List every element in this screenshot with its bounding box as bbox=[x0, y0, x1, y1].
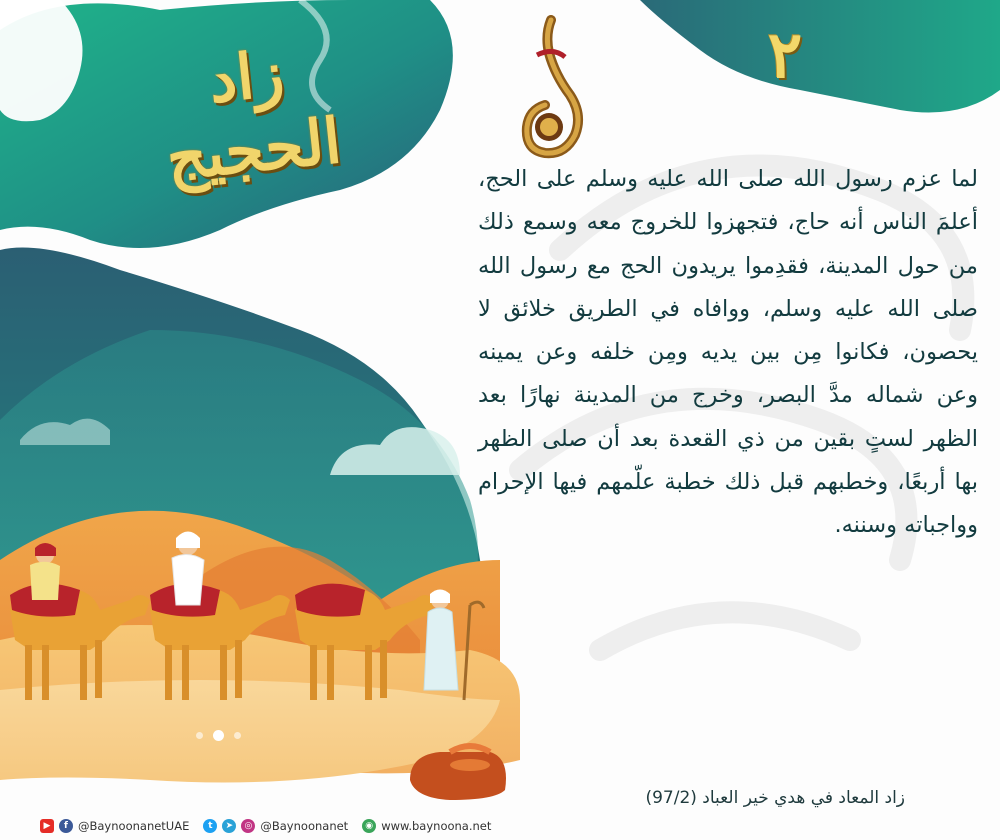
hadith-paragraph: لما عزم رسول الله صلى الله عليه وسلم على الحج، أعلمَ الناس أنه حاج، فتجهزوا للخروج معه وسمع ذلك من حول المدينة، فقدِموا يريدون الحج مع رسول الله صلى الله عليه وسلم، ووافاه في الطريق خلائق لا يحصون، فكانوا مِن بين يديه ومِن خلفه وعن يمينه وعن شماله مدَّ البصر، وخرج من المدينة نهارًا بعد الظهر لستٍ بقين من ذي القعدة بعد أن صلى الظهر بها أربعًا، وخطبهم قبل ذلك خطبة علّمهم فيها الإحرام وواجباته وسننه. bbox=[478, 166, 978, 539]
facebook-icon[interactable]: f bbox=[59, 819, 73, 833]
pager-dots bbox=[196, 730, 241, 741]
pager-dot[interactable] bbox=[196, 732, 203, 739]
instagram-icon[interactable]: ◎ bbox=[241, 819, 255, 833]
telegram-icon[interactable]: ➤ bbox=[222, 819, 236, 833]
handle-uae[interactable]: @BaynoonanetUAE bbox=[78, 819, 190, 833]
page-number: ٢ bbox=[767, 18, 803, 93]
globe-icon[interactable]: ◉ bbox=[362, 819, 376, 833]
website-link[interactable]: www.baynoona.net bbox=[381, 819, 492, 833]
social-footer bbox=[40, 816, 491, 836]
series-title: زاد الحجيج bbox=[163, 36, 345, 195]
pager-dot[interactable] bbox=[234, 732, 241, 739]
handle[interactable]: @Baynoonanet bbox=[260, 819, 349, 833]
twitter-icon[interactable]: t bbox=[203, 819, 217, 833]
pager-dot-active[interactable] bbox=[213, 730, 224, 741]
calligraphy-logo-icon bbox=[515, 15, 587, 160]
youtube-icon[interactable]: ▶ bbox=[40, 819, 54, 833]
source-citation: زاد المعاد في هدي خير العباد (97/2) bbox=[645, 788, 905, 808]
